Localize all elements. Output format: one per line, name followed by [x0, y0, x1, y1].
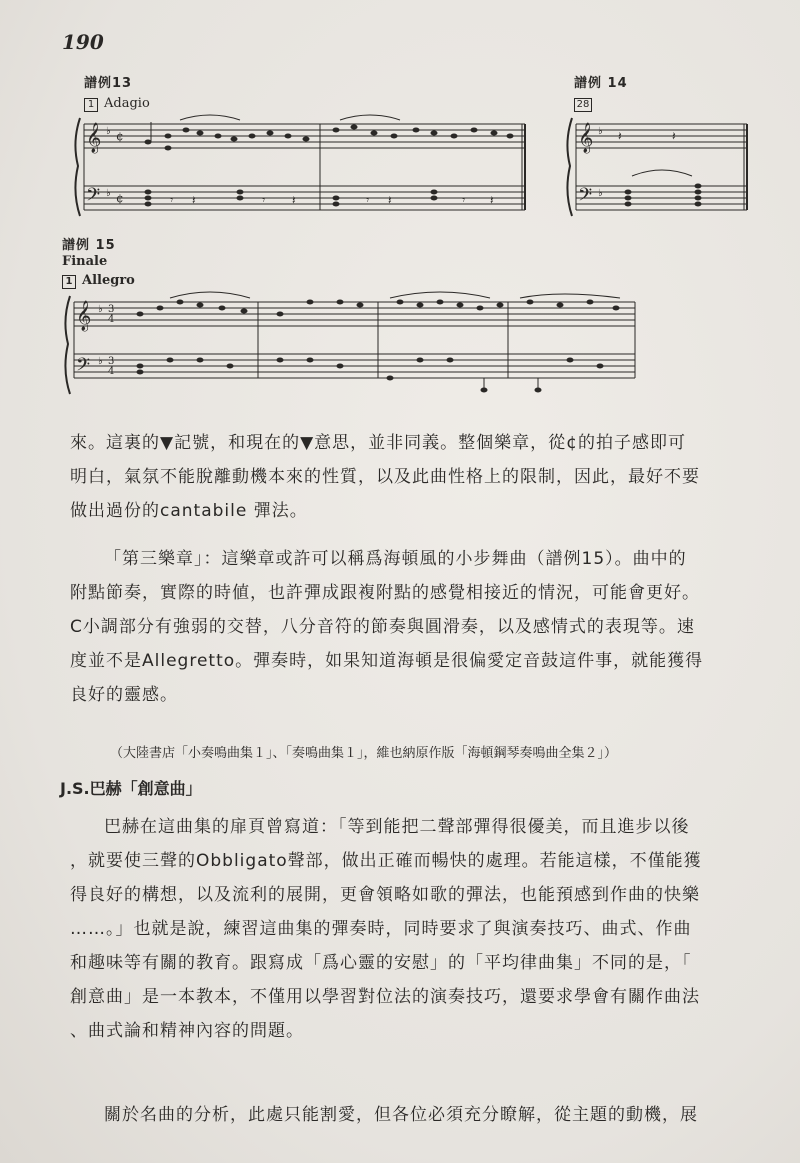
text-line: ，就要使三聲的Obbligato聲部，做出正確而暢快的處理。若能這樣，不僅能獲 [70, 851, 702, 871]
example-15-heading [62, 273, 135, 289]
svg-text:𝄢: 𝄢 [76, 355, 91, 380]
svg-text:𝄢: 𝄢 [86, 185, 101, 210]
text-line: 、曲式論和精神內容的問題。 [70, 1021, 304, 1041]
svg-text:𝄾: 𝄾 [262, 193, 266, 207]
svg-text:4: 4 [108, 366, 115, 377]
text-line: ……。」也就是說，練習這曲集的彈奏時，同時要求了與演奏技巧、曲式、作曲 [70, 919, 692, 939]
text-line: 度並不是Allegretto。彈奏時，如果知道海頓是很偏愛定音鼓這件事，就能獲得 [70, 651, 704, 671]
text-line: 良好的靈感。 [70, 685, 178, 705]
example-15-title: Finale [62, 254, 108, 269]
svg-text:𝄞: 𝄞 [76, 301, 92, 331]
svg-text:𝄽: 𝄽 [292, 193, 296, 207]
svg-text:𝄽: 𝄽 [192, 193, 196, 207]
svg-text:𝄞: 𝄞 [86, 123, 102, 153]
example-13-score [70, 112, 530, 222]
measure-number: 28 [574, 98, 592, 112]
svg-text:𝄾: 𝄾 [462, 193, 466, 207]
svg-text:3: 3 [108, 356, 115, 367]
svg-text:¢: ¢ [116, 129, 124, 143]
svg-text:3: 3 [108, 304, 115, 315]
svg-text:𝄞: 𝄞 [578, 123, 594, 153]
text-line: 關於名曲的分析，此處只能割愛，但各位必須充分瞭解，從主題的動機，展 [104, 1105, 698, 1125]
text-line: 「第三樂章」：這樂章或許可以稱爲海頓風的小步舞曲（譜例15）。曲中的 [104, 549, 687, 569]
svg-text:♭: ♭ [598, 126, 603, 137]
tempo-marking: Adagio [104, 96, 150, 111]
section-heading: J.S.巴赫「創意曲」 [60, 779, 202, 798]
text-line: 明白，氣氛不能脫離動機本來的性質，以及此曲性格上的限制，因此，最好不要 [70, 467, 700, 487]
text-line: 巴赫在這曲集的扉頁曾寫道：「等到能把二聲部彈得很優美，而且進步以後 [104, 817, 690, 837]
text-line: 附點節奏，實際的時値，也許彈成跟複附點的感覺相接近的情況，可能會更好。 [70, 583, 700, 603]
example-13-label: 譜例13 [84, 76, 133, 91]
svg-text:𝄽: 𝄽 [672, 129, 676, 143]
page-number: 190 [62, 30, 104, 54]
example-13-heading [84, 96, 150, 112]
example-14-label: 譜例 14 [574, 76, 628, 91]
svg-text:𝄾: 𝄾 [170, 193, 174, 207]
text-line: 來。這裏的▼記號，和現在的▼意思，並非同義。整個樂章，從¢的拍子感即可 [70, 433, 686, 453]
example-15-label: 譜例 15 [62, 238, 116, 253]
text-line: 得良好的構想，以及流利的展開，更會領略如歌的彈法，也能預感到作曲的快樂 [70, 885, 700, 905]
svg-text:♭: ♭ [98, 356, 103, 367]
svg-text:𝄢: 𝄢 [578, 185, 593, 210]
svg-text:♭: ♭ [106, 126, 111, 137]
svg-text:♭: ♭ [106, 188, 111, 199]
source-note: （大陸書店「小奏鳴曲集１」、「奏鳴曲集１」，維也納原作版「海頓鋼琴奏鳴曲全集２」） [110, 746, 618, 761]
tempo-marking: Allegro [82, 273, 135, 288]
svg-text:♭: ♭ [598, 188, 603, 199]
text-line: 做出過份的cantabile 彈法。 [70, 501, 308, 521]
svg-text:♭: ♭ [98, 304, 103, 315]
svg-text:4: 4 [108, 314, 115, 325]
text-line: C小調部分有強弱的交替，八分音符的節奏與圓滑奏，以及感情式的表現等。速 [70, 617, 695, 637]
text-line: 和趣味等有關的教育。跟寫成「爲心靈的安慰」的「平均律曲集」不同的是，「 [70, 953, 692, 973]
example-15-score [60, 290, 640, 400]
text-line: 創意曲」是一本教本，不僅用以學習對位法的演奏技巧，還要求學會有關作曲法 [70, 987, 700, 1007]
svg-text:𝄽: 𝄽 [490, 193, 494, 207]
example-14-heading [574, 96, 598, 112]
svg-text:𝄽: 𝄽 [388, 193, 392, 207]
example-14-score [562, 112, 752, 222]
measure-number: 1 [62, 275, 76, 289]
svg-text:𝄾: 𝄾 [366, 193, 370, 207]
svg-text:¢: ¢ [116, 191, 124, 205]
measure-number: 1 [84, 98, 98, 112]
svg-text:𝄽: 𝄽 [618, 129, 622, 143]
